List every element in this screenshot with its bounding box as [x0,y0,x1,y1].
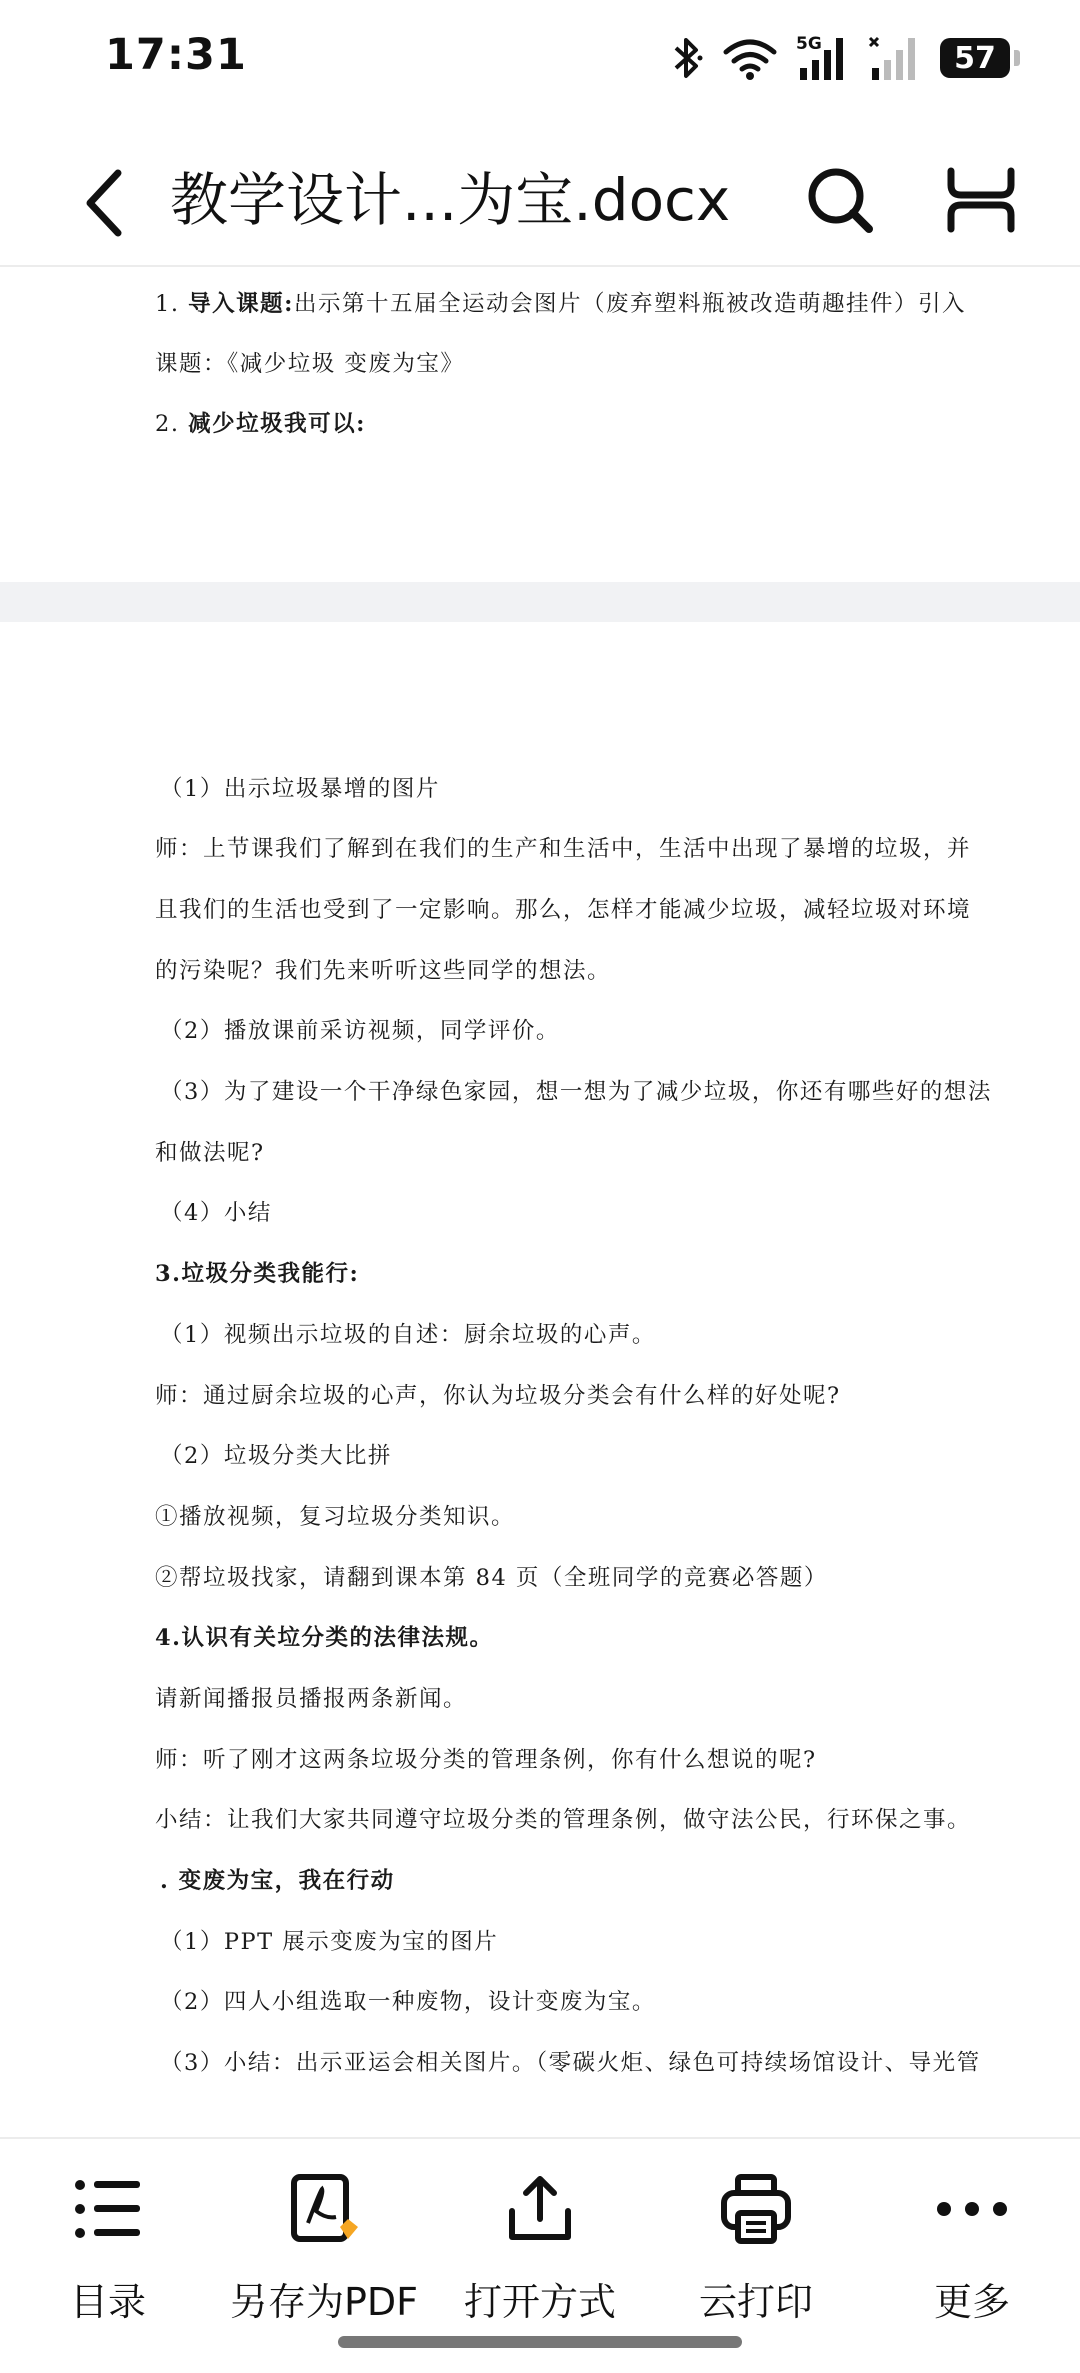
search-icon[interactable] [805,165,875,235]
status-icons [670,30,1010,86]
open-with-button[interactable] [432,2159,648,2329]
paragraph: 和做法呢? [155,1140,265,1166]
paragraph: （3）小结：出示亚运会相关图片。（零碳火炬、绿色可持续场馆设计、导光管 [160,2050,981,2076]
list-icon [70,2171,146,2247]
home-indicator[interactable] [338,2336,742,2348]
paragraph: 的污染呢？我们先来听听这些同学的想法。 [155,958,612,984]
document-title: 教学设计...为宝.docx [170,166,731,234]
chevron-left-icon[interactable] [70,163,140,243]
paragraph: 且我们的生活也受到了一定影响。那么，怎样才能减少垃圾，减轻垃圾对环境 [155,897,972,923]
network-type: 5G [796,34,822,54]
more-button[interactable] [864,2159,1080,2329]
paragraph: （2）垃圾分类大比拼 [160,1443,392,1469]
no-signal-icon [868,34,922,82]
save-as-pdf-button[interactable] [216,2159,432,2329]
open-with-label: 打开方式 [463,2280,616,2324]
paragraph: 师：通过厨余垃圾的心声，你认为垃圾分类会有什么样的好处呢? [155,1383,841,1409]
bottom-toolbar [0,2137,1080,2339]
share-icon [502,2171,578,2247]
paragraph: 师：上节课我们了解到在我们的生产和生活中，生活中出现了暴增的垃圾，并 [155,836,972,862]
paragraph: （1）PPT 展示变废为宝的图片 [160,1929,499,1955]
printer-icon [718,2171,794,2247]
paragraph: ①播放视频，复习垃圾分类知识。 [155,1504,516,1530]
paragraph: 2. 减少垃圾我可以: [155,411,366,437]
document-viewer[interactable] [0,267,1080,2137]
more-label: 更多 [933,2280,1010,2324]
paragraph: 1. 导入课题:出示第十五届全运动会图片（废弃塑料瓶被改造萌趣挂件）引入 [155,291,966,317]
battery-icon: 57 [940,38,1010,78]
paragraph: （2）播放课前采访视频，同学评价。 [160,1018,560,1044]
cloud-print-button[interactable] [648,2159,864,2329]
section-heading: 3.垃圾分类我能行: [155,1261,360,1287]
wifi-icon [722,36,778,80]
toc-button[interactable] [0,2159,216,2329]
paragraph: 请新闻播报员播报两条新闻。 [155,1686,468,1712]
more-icon [934,2171,1010,2247]
paragraph: 课题：《减少垃圾 变废为宝》 [155,351,465,377]
document-page [0,622,1080,2137]
paragraph: （4）小结 [160,1200,272,1226]
toc-label: 目录 [69,2280,146,2324]
section-heading: 4.认识有关垃分类的法律法规。 [155,1625,494,1651]
paragraph: 小结：让我们大家共同遵守垃圾分类的管理条例，做守法公民，行环保之事。 [155,1807,972,1833]
title-bar [0,135,1080,267]
section-heading: . 变废为宝，我在行动 [160,1868,395,1894]
status-time: 17:31 [105,30,247,80]
paragraph: 师：听了刚才这两条垃圾分类的管理条例，你有什么想说的呢? [155,1747,817,1773]
bluetooth-icon [670,36,704,80]
document-page [0,267,1080,582]
paragraph: （1）出示垃圾暴增的图片 [160,776,440,802]
page-separator [0,582,1080,622]
paragraph: （1）视频出示垃圾的自述：厨余垃圾的心声。 [160,1322,656,1348]
jump-icon[interactable] [945,165,1017,235]
cloud-print-label: 云打印 [698,2280,813,2324]
save-as-pdf-label: 另存为PDF [229,2280,419,2324]
paragraph: （3）为了建设一个干净绿色家园，想一想为了减少垃圾，你还有哪些好的想法 [160,1079,992,1105]
pdf-icon [286,2171,362,2247]
paragraph: ②帮垃圾找家，请翻到课本第 84 页（全班同学的竞赛必答题） [155,1565,828,1591]
cellular-signal-icon [796,34,850,82]
status-bar [0,0,1080,120]
paragraph: （2）四人小组选取一种废物，设计变废为宝。 [160,1989,656,2015]
